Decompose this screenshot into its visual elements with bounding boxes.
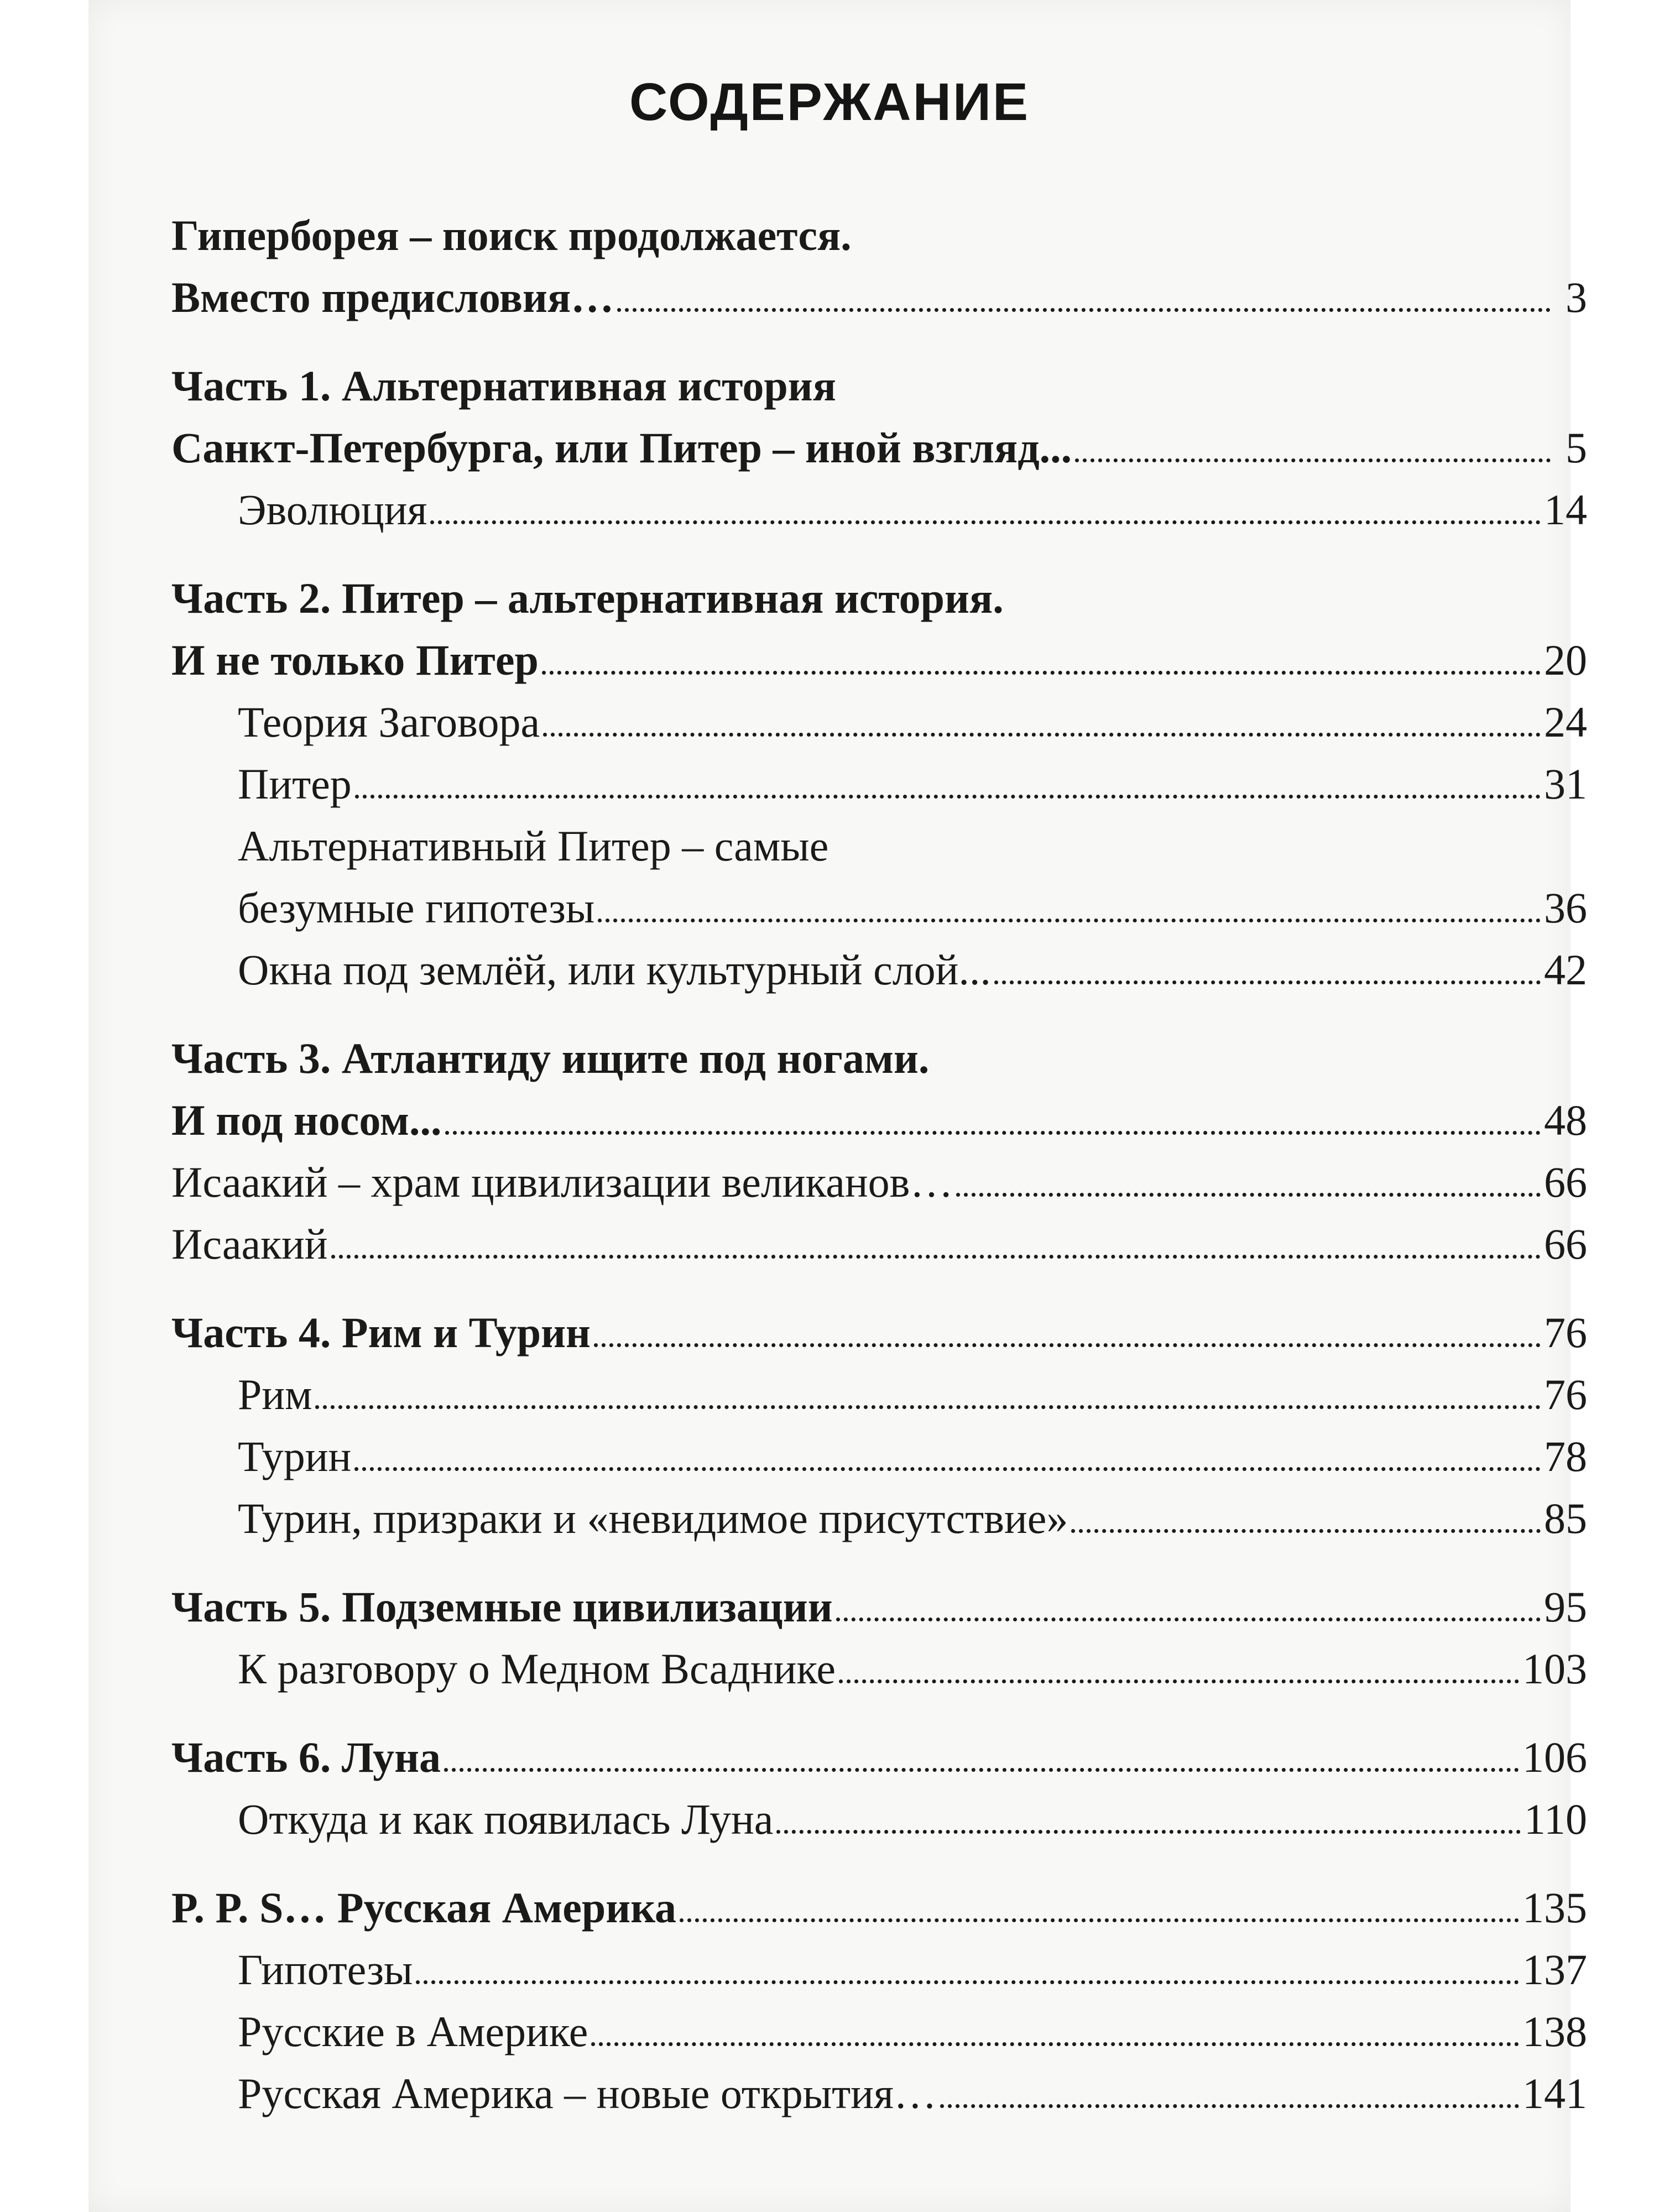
- page-title: СОДЕРЖАНИЕ: [629, 72, 1030, 132]
- toc-entry-page: 3: [1566, 273, 1587, 321]
- toc-entry-title: Часть 4. Рим и Турин: [171, 1308, 591, 1357]
- toc-entry-title: Исаакий: [171, 1220, 328, 1268]
- toc-entry-page: 137: [1522, 1945, 1587, 1994]
- book-page: [88, 0, 1587, 2212]
- toc-entry-page: 78: [1544, 1432, 1587, 1480]
- table-of-contents: [171, 205, 1587, 2125]
- dot-leader: [776, 1829, 1521, 1834]
- toc-entry-title: Турин, призраки и «невидимое присутствие»: [238, 1494, 1068, 1542]
- dot-leader: [445, 1130, 1541, 1135]
- toc-entry-page: 42: [1544, 946, 1587, 994]
- dot-leader: [354, 1467, 1541, 1471]
- toc-entry-page: 24: [1544, 698, 1587, 746]
- toc-entry-page: 31: [1544, 760, 1587, 808]
- toc-entry: [171, 877, 1587, 939]
- toc-entry: [171, 1576, 1587, 1638]
- toc-entry-title: К разговору о Медном Всаднике: [238, 1645, 836, 1693]
- dot-leader: [591, 2042, 1519, 2046]
- dot-leader: [1075, 458, 1551, 462]
- toc-entry-page: 36: [1544, 884, 1587, 932]
- toc-entry: [171, 1877, 1587, 1939]
- toc-entry-title: Эволюция: [238, 486, 427, 534]
- dot-leader: [836, 1617, 1541, 1621]
- toc-entry-title: Окна под землёй, или культурный слой...: [238, 946, 991, 994]
- toc-entry-page: 20: [1544, 636, 1587, 684]
- toc-entry-title: И под носом...: [171, 1096, 442, 1144]
- toc-entry: [171, 815, 1587, 877]
- dot-leader: [315, 1405, 1541, 1409]
- toc-entry: [171, 567, 1587, 629]
- toc-entry: [171, 267, 1587, 328]
- toc-entry-title: Часть 6. Луна: [171, 1733, 441, 1781]
- toc-entry-title: Турин: [238, 1432, 352, 1480]
- dot-leader: [355, 794, 1541, 799]
- toc-entry-page: 110: [1524, 1795, 1587, 1843]
- dot-leader: [994, 980, 1541, 984]
- toc-entry-page: 76: [1544, 1308, 1587, 1357]
- toc-entry: [171, 205, 1587, 267]
- dot-leader: [940, 2104, 1519, 2108]
- toc-entry: [171, 629, 1587, 691]
- toc-entry-title: И не только Питер: [171, 636, 539, 684]
- dot-leader: [331, 1254, 1541, 1259]
- dot-leader: [594, 1343, 1541, 1347]
- toc-entry-title: Исаакий – храм цивилизации великанов…: [171, 1158, 953, 1206]
- toc-entry: [171, 1151, 1587, 1213]
- toc-entry: [171, 479, 1587, 541]
- toc-entry-title: Альтернативный Питер – самые: [238, 822, 829, 870]
- dot-leader: [430, 520, 1541, 524]
- toc-entry: [171, 355, 1587, 417]
- toc-entry-title: Часть 1. Альтернативная история: [171, 362, 836, 410]
- toc-entry: [171, 417, 1587, 479]
- toc-entry-page: 66: [1544, 1220, 1587, 1268]
- toc-entry-page: 14: [1544, 486, 1587, 534]
- toc-entry-page: 5: [1566, 424, 1587, 472]
- toc-entry-title: Гипотезы: [238, 1945, 413, 1994]
- toc-entry: [171, 1302, 1587, 1364]
- dot-leader: [1071, 1528, 1541, 1533]
- dot-leader: [543, 732, 1541, 737]
- toc-entry: [171, 1939, 1587, 2001]
- toc-entry-page: 66: [1544, 1158, 1587, 1206]
- toc-entry-page: 141: [1522, 2069, 1587, 2117]
- dot-leader: [956, 1192, 1541, 1197]
- toc-entry: [171, 1726, 1587, 1788]
- toc-entry: [171, 1426, 1587, 1488]
- toc-entry-page: 48: [1544, 1096, 1587, 1144]
- toc-entry: [171, 691, 1587, 753]
- dot-leader: [680, 1918, 1519, 1922]
- toc-entry: [171, 1364, 1587, 1426]
- toc-entry-page: 135: [1522, 1884, 1587, 1932]
- dot-leader: [598, 918, 1541, 922]
- toc-entry: [171, 2001, 1587, 2063]
- toc-entry: [171, 1027, 1587, 1089]
- toc-entry: [171, 1213, 1587, 1275]
- toc-entry-title: Откуда и как появилась Луна: [238, 1795, 774, 1843]
- toc-entry-page: 138: [1522, 2007, 1587, 2056]
- toc-entry-title: Часть 5. Подземные цивилизации: [171, 1583, 833, 1631]
- dot-leader: [617, 307, 1551, 312]
- toc-entry-page: 95: [1544, 1583, 1587, 1631]
- dot-leader: [416, 1980, 1519, 1984]
- toc-entry-title: Теория Заговора: [238, 698, 540, 746]
- toc-entry-page: 103: [1522, 1645, 1587, 1693]
- toc-entry: [171, 2063, 1587, 2125]
- toc-entry: [171, 753, 1587, 815]
- toc-entry-title: P. P. S… Русская Америка: [171, 1884, 676, 1932]
- toc-entry-title: Рим: [238, 1370, 312, 1418]
- toc-entry-title: Вместо предисловия…: [171, 273, 614, 321]
- toc-entry-title: безумные гипотезы: [238, 884, 595, 932]
- toc-entry: [171, 1638, 1587, 1700]
- toc-entry-title: Часть 2. Питер – альтернативная история.: [171, 574, 1004, 622]
- toc-entry-page: 106: [1522, 1733, 1587, 1781]
- dot-leader: [542, 670, 1541, 675]
- toc-entry-page: 76: [1544, 1370, 1587, 1418]
- toc-entry: [171, 939, 1587, 1001]
- toc-entry-page: 85: [1544, 1494, 1587, 1542]
- toc-entry: [171, 1488, 1587, 1550]
- toc-entry-title: Питер: [238, 760, 352, 808]
- toc-entry: [171, 1788, 1587, 1850]
- toc-entry-title: Русские в Америке: [238, 2007, 588, 2056]
- dot-leader: [444, 1767, 1519, 1772]
- toc-entry-title: Часть 3. Атлантиду ищите под ногами.: [171, 1034, 930, 1082]
- toc-entry-title: Гиперборея – поиск продолжается.: [171, 211, 852, 259]
- toc-entry-title: Русская Америка – новые открытия…: [238, 2069, 937, 2117]
- dot-leader: [839, 1679, 1519, 1683]
- toc-entry: [171, 1089, 1587, 1151]
- toc-entry-title: Санкт-Петербурга, или Питер – иной взгляд...: [171, 424, 1072, 472]
